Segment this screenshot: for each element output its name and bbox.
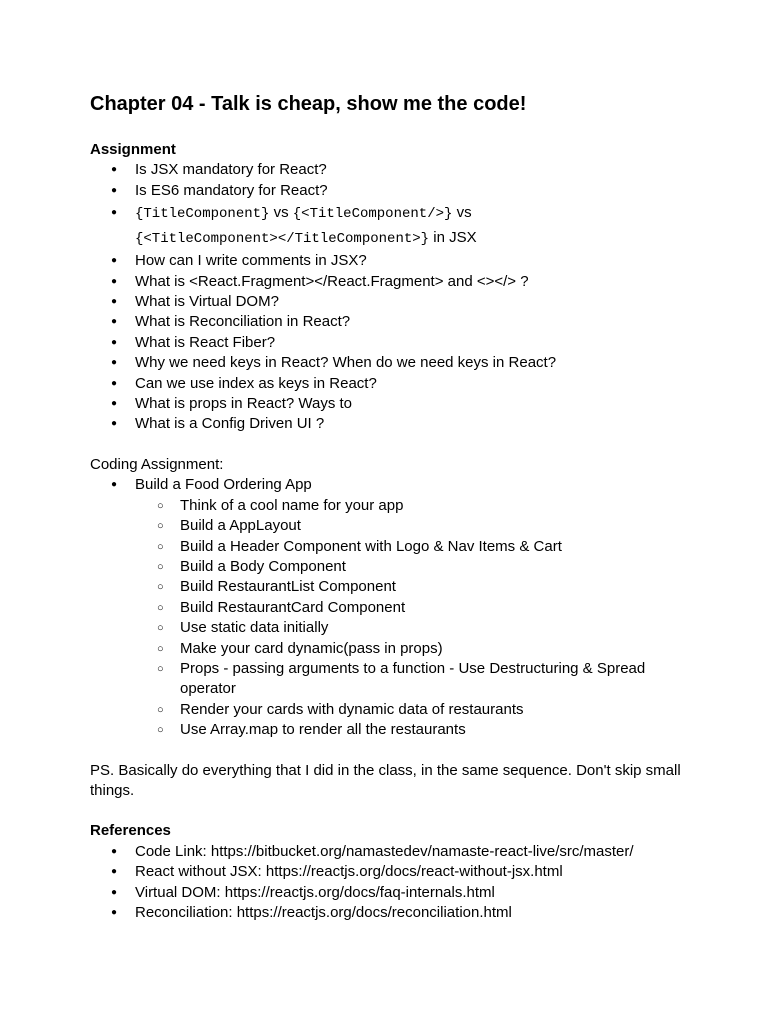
- list-item: ● Why we need keys in React? When do we need keys in React?: [90, 353, 690, 373]
- inline-code: {<TitleComponent/>}: [292, 206, 453, 223]
- sublist-item: ○ Build RestaurantList Component: [135, 577, 690, 597]
- references-heading: References: [90, 822, 171, 840]
- list-item: ● Is JSX mandatory for React?: [90, 160, 690, 180]
- list-item: [90, 201, 690, 251]
- sublist-item: ○ Build a Header Component with Logo & Nav Items & Cart: [135, 537, 690, 557]
- list-item: ● What is props in React? Ways to: [90, 394, 690, 414]
- text-span: vs: [452, 204, 472, 222]
- coding-list: [90, 475, 690, 740]
- list-item: ● What is Virtual DOM?: [90, 292, 690, 312]
- list-item: ● What is a Config Driven UI ?: [90, 414, 690, 434]
- sublist-item: ○ Build a Body Component: [135, 557, 690, 577]
- list-item: ● What is <React.Fragment></React.Fragment> and <></> ?: [90, 272, 690, 292]
- reference-item: ● Code Link: https://bitbucket.org/namastedev/namaste-react-live/src/master/: [90, 842, 690, 862]
- spacer: [90, 435, 690, 455]
- document-body: [90, 140, 690, 923]
- list-item: ● What is React Fiber?: [90, 333, 690, 353]
- list-item: ● Is ES6 mandatory for React?: [90, 181, 690, 201]
- list-item: ● How can I write comments in JSX?: [90, 251, 690, 271]
- ps-paragraph: PS. Basically do everything that I did in the class, in the same sequence. Don't skip small things.: [90, 761, 681, 799]
- text-span: vs: [269, 204, 293, 222]
- list-item: ● What is Reconciliation in React?: [90, 312, 690, 332]
- page-title: Chapter 04 - Talk is cheap, show me the code!: [90, 93, 527, 115]
- coding-sublist: [135, 496, 690, 741]
- sublist-item: ○ Build a AppLayout: [135, 516, 690, 536]
- spacer: [90, 801, 690, 821]
- inline-code: {<TitleComponent></TitleComponent>}: [135, 231, 430, 248]
- sublist-item: ○ Render your cards with dynamic data of restaurants: [135, 700, 690, 720]
- assignment-list: [90, 160, 690, 434]
- reference-item: ● Virtual DOM: https://reactjs.org/docs/faq-internals.html: [90, 883, 690, 903]
- text-span: in JSX: [429, 229, 477, 247]
- inline-code: {TitleComponent}: [135, 206, 270, 223]
- sublist-item: ○ Use Array.map to render all the restaurants: [135, 720, 690, 740]
- reference-item: ● Reconciliation: https://reactjs.org/docs/reconciliation.html: [90, 903, 690, 923]
- sublist-item: ○ Props - passing arguments to a function - Use Destructuring & Spread operator: [135, 659, 690, 700]
- sublist-item: ○ Think of a cool name for your app: [135, 496, 690, 516]
- sublist-item: ○ Make your card dynamic(pass in props): [135, 639, 690, 659]
- list-item: [90, 475, 690, 740]
- sublist-item: ○ Build RestaurantCard Component: [135, 598, 690, 618]
- sublist-item: ○ Use static data initially: [135, 618, 690, 638]
- references-list: [90, 842, 690, 924]
- coding-assignment-heading: Coding Assignment:: [90, 455, 224, 473]
- assignment-heading: Assignment: [90, 141, 176, 158]
- reference-item: ● React without JSX: https://reactjs.org/docs/react-without-jsx.html: [90, 862, 690, 882]
- spacer: [90, 741, 690, 761]
- coding-main-item: Build a Food Ordering App: [135, 476, 312, 494]
- list-item: ● Can we use index as keys in React?: [90, 374, 690, 394]
